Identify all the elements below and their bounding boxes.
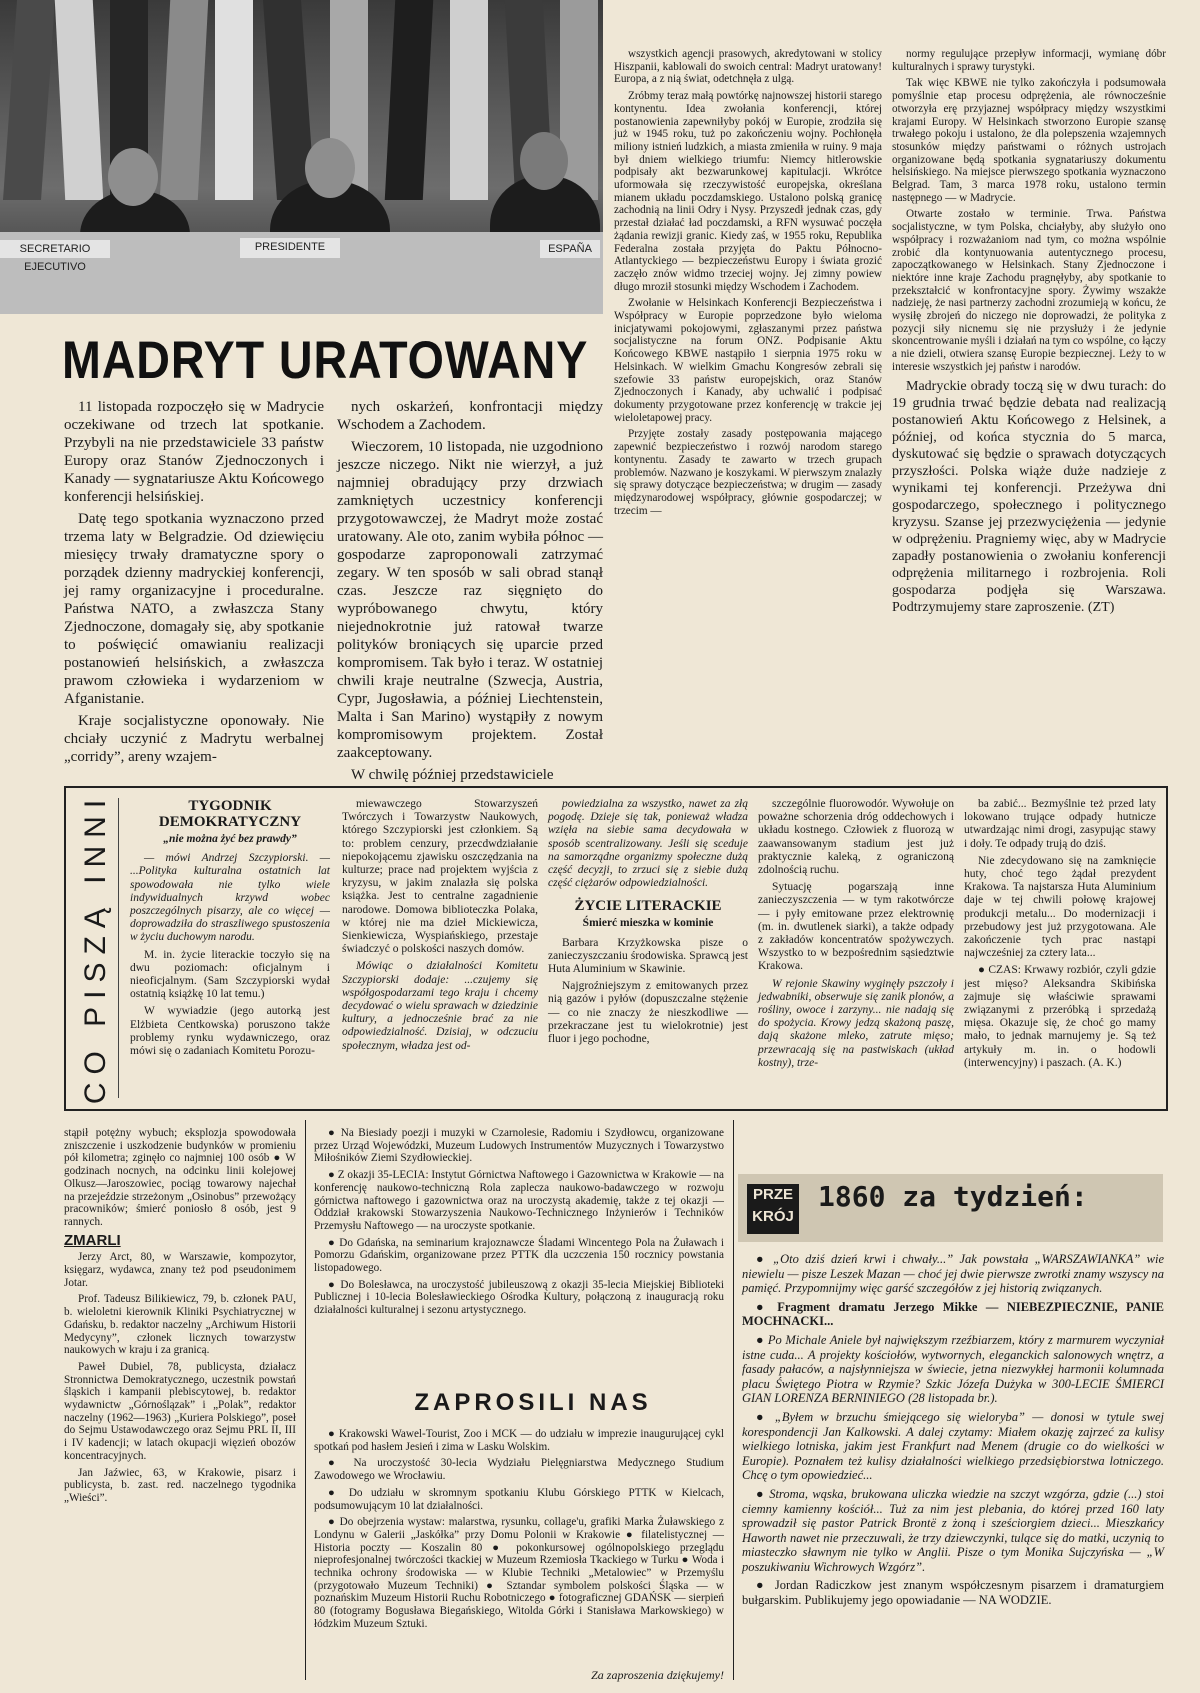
article-col-1: [64, 398, 324, 765]
article-col-2: [337, 398, 603, 783]
obituary: Prof. Tadeusz Bilikiewicz, 79, b. członek PAU, b. wieloletni kierownik Kliniki Psychiatrycznej w Gdańsku, b. redaktor naczelny „Archiwum Historii Medycyny”, członek licznych towarzystw naukowych w kraju i za granicą.: [64, 1293, 296, 1357]
paragraph: Najgroźniejszym z emitowanych przez nią gazów i pyłów (dopuszczalne stężenie — co nie znaczy że nieszkodliwe — przekraczane jest tu wielokrotnie) jest fluor i jego pochodne,: [548, 980, 748, 1046]
preview-item: ● „Byłem w brzuchu śmiejącego się wieloryba” — donosi w tytule swej korespondencji Jan Kalkowski. A dalej czytamy: Miałem okazję zajrzeć za kulisy wielkiego lotniska, jakim jest Frankfurt nad Menem (drugie co do wielkości w Europie). Poznałem też kulisy działalności wielkiego przedsiębiorstwa lotniczego. Chcę o tym opowiedzieć...: [742, 1409, 1164, 1483]
preview-item: ● Jordan Radiczkow jest znanym współczesnym pisarzem i dramaturgiem bułgarskim. Publikujemy jego opowiadanie — NA WODZIE.: [742, 1578, 1164, 1608]
przekroj-logo: PRZE KRÓJ: [747, 1184, 799, 1234]
zaprosili-list: [314, 1428, 724, 1668]
obituary: Jerzy Arct, 80, w Warszawie, kompozytor, księgarz, wydawca, znany też pod pseudonimem Jotar.: [64, 1251, 296, 1289]
tydzien-title: 1860 za tydzień:: [818, 1180, 1088, 1213]
paragraph: Madryckie obrady toczą się w dwu turach: do 19 grudnia trwać będzie debata nad realizacją postanowień Aktu Końcowego z Helsinek, a później, od końca stycznia do 5 marca, dyskutować się będzie o sprawach dotyczących przyszłości. Polska wiąże duże nadzieje z wynikami tej konferencji. Przeżywa dni gospodarczego, społecznego i politycznego kryzysu. Szanse jej przezwyciężenia — jedynie w odprężeniu. Pragniemy więc, aby w Madrycie zapadły postanowienia o zwołaniu konferencji odprężenia militarnego i rozbrojenia. Roli gospodarza podjęła się Warszawa. Podtrzymujemy stare zaproszenie. (ZT): [892, 378, 1166, 615]
box-col-3: [548, 798, 748, 1098]
paragraph: Nie zdecydowano się na zamknięcie huty, choć tego żądał prezydent Krakowa. Ta najstarsza Huta Aluminium daje w tej chwili połowę krajowej produkcji metalu... Do modernizacji i przebudowy jest już przygotowana. Ale zakończenie tych prac nastąpi najwcześniej za cztery lata...: [964, 854, 1156, 960]
paragraph: nych oskarżeń, konfrontacji między Wschodem a Zachodem.: [337, 399, 603, 433]
zmarli-heading: ZMARLI: [64, 1231, 121, 1249]
name-plate: PRESIDENTE: [240, 238, 340, 258]
paragraph: Przyjęte zostały zasady postępowania mającego zapewnić bezpieczeństwo i rozwój narodom starego kontynentu. Zasady te zawarto w trzech grupach problemów. Nazwano je koszykami. W pierwszym znalazły się sprawy dotyczące bezpieczeństwa; w drugim — zasady międzynarodowej współpracy, głównie gospodarczej; w trzecim —: [614, 428, 882, 517]
name-plate: SECRETARIO EJECUTIVO: [0, 240, 110, 258]
paragraph: Zróbmy teraz małą powtórkę najnowszej historii starego kontynentu. Idea zwołania konferencji, której postanowienia zapewniłyby pokój w Europie, zrodziła się już w 1945 roku, tuż po zakończeniu wojny. Pochłonęła miliony istnień ludzkich, a miasta zmieniła w ruiny. 9 maja był dniem wielkiego triumfu: Niemcy hitlerowskie podpisały akt bezwarunkowej kapitulacji. Wkrótce uformowała się rzeczywistość europejska, określana mianem układu poczdamskiego. Ustalono polską granicę zachodnią na linii Odry i Nysy. Przyszedł jednak czas, gdy przestał działać ład poczdamski, a RFN wysuwać poczęła żądania rewizji granic. Kiedy zaś, w 1955 roku, Republika Federalna została przyjęta do Paktu Północno-Atlantyckiego — bezpieczeństwu Europy i świata grozić zaczęło znów widmo trzeciej wojny. Jej zimny powiew długo mroził stosunki między Wschodem i Zachodem.: [614, 90, 882, 293]
paragraph: Tak więc KBWE nie tylko zakończyła i podsumowała pomyślnie etap procesu odprężenia, ale równocześnie otworzyła erę przyjaznej współpracy między wszystkimi krajami Europy. W Helsinkach stworzono Europie szansę trwałego pokoju i ustalono, że dla polepszenia wzajemnych stosunków między państwami o różnych ustrojach organizowane będą spotkania sygnatariuszy dokumentu helsińskiego. Na miejsce pierwszego spotkania wyznaczono Belgrad. Tam, 3 marca 1978 roku, ustalono termin następnego — w Madrycie.: [892, 77, 1166, 204]
tydzien-list: [742, 1252, 1164, 1682]
side-label: CO PISZĄ INNI: [74, 798, 119, 1098]
paragraph: Kraje socjalistyczne oponowały. Nie chciały uczynić z Madrytu werbalnej „corridy”, areny wzajem-: [64, 713, 324, 765]
box-title: TYGODNIK DEMOKRATYCZNY: [158, 798, 302, 830]
thanks-line: Za zaproszenia dziękujemy!: [591, 1668, 724, 1682]
paragraph: ● CZAS: Krwawy rozbiór, czyli gdzie jest mięso? Aleksandra Skibińska zajmuje się właściwie sprawami związanymi z przeróbką i sprzedażą mięsa. Okazuje się, że choć go mamy mało, to jednak marnujemy je. Są też artykuły m. in. o hodowli (interwencyjny) i paszach. (A. K.): [964, 964, 1156, 1069]
paragraph: Wieczorem, 10 listopada, nie uzgodniono jeszcze niczego. Nikt nie wierzył, a już najmniej obradujący przy drzwiach zamkniętych uczestnicy konferencji przygotowawczej, że Madryt może zostać uratowany. Ale oto, zanim wybiła północ — gospodarze zaproponowali zatrzymać zegary. W ten sposób w sali obrad stanął czas. Jeszcze raz sięgnięto do wypróbowanego chwytu, który niejednokrotnie już ratował twarze polityków broniących się uparcie przed kompromisem. Tak było i teraz. W ostatniej chwili kraje neutralne (Szwecja, Austria, Cypr, Jugosławia, a później Liechtenstein, Malta i San Marino) wystąpiły z nowym kompromisowym projektem. Został zaakceptowany.: [337, 439, 603, 761]
invitation: ● Do obejrzenia wystaw: malarstwa, rysunku, collage'u, grafiki Marka Żuławskiego z Londynu w Galerii „Jaskółka” przy Domu Polonii w Krakowie ● filatelistycznej — Historia poczty — Koszalin 80 ● pokonkursowej ogólnopolskiego przeglądu nieprofesjonalnej twórczości tkackiej w Muzeum Rzemiosła Tkackiego w Turku ● Woda i technika ochrony środowiska — w Klubie Techniki „Metalowiec” w Przemyślu (przygotowało Muzeum Techniki) ● Sztandar symbolem polskości Śląska — w poznańskim Muzeum Historii Ruchu Robotniczego ● fotograficznej GDAŃSK — sierpień 80 (fotogramy Bogusława Biegańskiego, Witolda Górki i Stanisława Markowskiego) w łódzkim Muzeum Sztuki.: [314, 1516, 724, 1630]
name-plate: ESPAÑA: [540, 240, 600, 258]
preview-item: ● Fragment dramatu Jerzego Mikke — NIEBEZPIECZNIE, PANIE MOCHNACKI...: [742, 1299, 1164, 1329]
box-title: ŻYCIE LITERACKIE: [574, 898, 722, 915]
paragraph: Sytuację pogarszają inne zanieczyszczenia — w tym rakotwórcze — i pyły emitowane przez elektrownię (m. in. dwutlenek siarki), a także odpady z zakładów koncentratów spożywczych. Wszystko to w bezpośrednim sąsiedztwie Krakowa.: [758, 881, 954, 973]
box-col-5: [964, 798, 1156, 1098]
paragraph: Otwarte zostało w terminie. Trwa. Państwa socjalistyczne, w tym Polska, chciałyby, aby służyło ono współpracy i rozważaniom nad tym, co można wspólnie zrobić dla kontynuowania autentycznego procesu, zapoczątkowanego w Helsinkach. Stany Zjednoczone i niektóre inne kraje Zachodu pragnęłyby, aby spotkanie to przekształcić w konfrontacyjne spory. Żywimy wszakże nadzieję, że nasi partnerzy zachodni zrozumieją w końcu, że wysiłę zbrojeń do niczego nie doprowadzi, że polityka z pozycji siły nicnemu się nie przysłuży i że jedynie skoncentrowanie myśli i działań na tym co wspólne, co łączy a nie dzieli, otwiera szansę Europie bezpiecznej. Leży to w interesie wszystkich jej państw i narodów.: [892, 208, 1167, 373]
zaprosili-heading: ZAPROSILI NAS: [414, 1389, 652, 1416]
preview-item: ● Po Michale Aniele był największym rzeźbiarzem, który z marmurem wyczyniał istne cuda... A projekty kościołów, wytwornych, eleganckich salonowych wnętrz, a fasady pałaców, a najsłynniejsza w świecie, jetna niezwykłej harmonii kolumnada placu Świętego Piotra w Rzymie? Szkic Józefa Dużyka w 300-LECIE ŚMIERCI GIAN LORENZA BERNINIEGO (28 listopada br.).: [742, 1332, 1164, 1406]
paragraph: stąpił potężny wybuch; eksplozja spowodowała zniszczenie i uszkodzenie budynków w promieniu pół kilometra; zginęło co najmniej 100 osób ● W godzinach nocnych, na odcinku linii kolejowej Olkusz—Jaroszowiec, pociąg towarowy najechał na przejeździe strzeżonym „Osinobus” przewożący pracowników; śmierć poniosło 8 osób, jest 9 rannych.: [64, 1127, 296, 1228]
paragraph: Datę tego spotkania wyznaczono przed trzema laty w Belgradzie. Od dziewięciu miesięcy trwały dramatyczne spory o porządek dzienny madryckiej konferencji, jej ramy organizacyjne i proceduralne. Państwa NATO, a zwłaszcza Stany Zjednoczone, domagały się, aby spotkanie to poświęcić omawianiu realizacji postanowień helsińskich, a zwłaszcza prawom człowieka i wydarzeniom w Afganistanie.: [64, 511, 324, 707]
box-col-1: [130, 798, 330, 1098]
preview-item: ● „Oto dziś dzień krwi i chwały...” Jak powstała „WARSZAWIANKA” wie niewielu — pisze Leszek Mazan — choć jej dwie pierwsze zwrotki znamy wszyscy na pamięć. Przypomnijmy więc garść szczegółów z jej historią związanych.: [742, 1252, 1164, 1296]
paragraph: miewawczego Stowarzyszeń Twórczych i Towarzystw Naukowych, którego Szczypiorski jest członkiem. Są to: problem cenzury, przecdwdziałanie niepokojącemu zjawisku oszczędzania na kulturze; prace nad projektem wyjścia z kryzysu, w jakim znalazła się polska książka. Jest to centralne zagadnienie narodowe. Domowa biblioteczka Polaka, w której nie ma dzieł Mickiewicza, Sienkiewicza, Wyspiańskiego, przestaje świadczyć o polskości naszych domów.: [342, 798, 538, 956]
box-col-4: [758, 798, 954, 1098]
invitation: ● Do Bolesławca, na uroczystość jubileuszową z okazji 35-lecia Miejskiej Biblioteki Publicznej i 10-lecia Bolesławieckiego Ośrodka Kultury, połączoną z inauguracją roku działalności kulturalnej i sezonu artystycznego.: [314, 1278, 724, 1317]
article-col-4: [892, 48, 1166, 758]
invitation: ● Z okazji 35-LECIA: Instytut Górnictwa Naftowego i Gazownictwa w Krakowie — na konferencję naukowo-techniczną Rola zaplecza naukowo-badawczego w rozwoju górnictwa naftowego i gazownictwa oraz na uroczystą akademię, także z tej okazji — Oddział krakowski Stowarzyszenia Naukowo-Technicznego Inżynierów i Techników Przemysłu Naftowego — na uroczyste spotkanie.: [314, 1169, 724, 1232]
paragraph: szczególnie fluorowodór. Wywołuje on poważne schorzenia dróg oddechowych i układu kostnego. Człowiek z fluorozą w zaawansowanym stadium jest już praktycznie kaleką, z ograniczoną zdolnością ruchu.: [758, 798, 954, 877]
paragraph: W rejonie Skawiny wyginęły pszczoły i jedwabniki, obserwuje się zanik plonów, a rośliny, owoce i zarzyny... nie nadają się do spożycia. Krowy jedzą skażoną paszę, dają skażone mleko, zatrute mięso; przewracają się na pastwiskach (układ kostny), trze-: [758, 977, 954, 1069]
press-review-box: [64, 786, 1168, 1111]
box-subtitle: Śmierć mieszka w kominie: [582, 917, 714, 930]
invitation: ● Krakowski Wawel-Tourist, Zoo i MCK — do udziału w imprezie inaugurującej cykl spotkań pod hasłem Jesień i zima w Lasku Wolskim.: [314, 1428, 724, 1453]
invitation: ● Do udziału w skromnym spotkaniu Klubu Górskiego PTTK w Kielcach, podsumowującym 10 lat działalności.: [314, 1486, 724, 1512]
paragraph: normy regulujące przepływ informacji, wymianę dóbr kulturalnych i sprawy turystyki.: [892, 48, 1166, 73]
paragraph: M. in. życie literackie toczyło się na dwu poziomach: oficjalnym i nieoficjalnym. (Sam Szczypiorski wydał ostatnią książkę 10 lat temu.): [130, 948, 330, 1001]
invitation: ● Na uroczystość 30-lecia Wydziału Pielęgniarstwa Medycznego Studium Zawodowego we Wrocławiu.: [314, 1457, 724, 1483]
headline: MADRYT URATOWANY: [62, 331, 589, 390]
conference-photo: [0, 0, 603, 314]
paragraph: W chwilę później przedstawiciele: [351, 767, 554, 783]
bottom-col-1: [64, 1127, 296, 1687]
paragraph: Zwołanie w Helsinkach Konferencji Bezpieczeństwa i Współpracy w Europie poprzedzone było wieloma inicjatywami pokojowymi, zgłaszanymi przez państwa socjalistyczne na forum ONZ. Podpisanie Aktu Końcowego KBWE nastąpiło 1 sierpnia 1975 roku w Helsinkach. W wielkim Gmachu Kongresów zebrali się szefowie 33 państw europejskich, oraz Stanów Zjednoczonych i Kanady, aby uchwalić i podpisać dokumenty przygotowane przez konferencję w trakcie jej wieloletapowej pracy.: [614, 297, 882, 424]
paragraph: Mówiąc o działalności Komitetu Szczypiorski dodaje: ...czujemy się współgospodarzami tego kraju i chcemy decydować o wielu sprawach w dziedzinie kultury, a jednocześnie brać za nie odpowiedzialność. Dzisiaj, w odczuciu społecznym, władza jest od-: [342, 960, 538, 1052]
paragraph: 11 listopada rozpoczęło się w Madrycie oczekiwane od trzech lat spotkanie. Przybyli na nie przedstawiciele 33 państw Europy oraz Stanów Zjednoczonych i Kanady — sygnatariusze Aktu Końcowego konferencji helsińskiej.: [64, 399, 324, 505]
invitation: ● Do Gdańska, na seminarium krajoznawcze Śladami Wincentego Pola na Żuławach i Pomorzu Gdańskim, organizowane przez PTTK dla uczczenia 150 rocznicy powstania listopadowego.: [314, 1236, 724, 1275]
paragraph: W wywiadzie (jego autorką jest Elżbieta Centkowska) poruszono także problemy rynku wydawniczego, oraz mówi się o zadaniach Komitetu Porozu-: [130, 1005, 330, 1058]
article-col-3: [614, 48, 882, 758]
paragraph: — mówi Andrzej Szczypiorski. — ...Polityka kulturalna ostatnich lat spowodowała nie tylko wiele indywidualnych krzywd wobec poszczególnych pisarzy, ale co więcej — doprowadziła do straszliwego spustoszenia w życiu duchowym narodu.: [130, 852, 330, 944]
paragraph: ba zabić... Bezmyślnie też przed laty lokowano trujące odpady hutnicze utwardzając nimi drogi, zasypując stawy i doły. Te odpady trują do dziś.: [964, 798, 1156, 850]
paragraph: wszystkich agencji prasowych, akredytowani w stolicy Hiszpanii, kablowali do swoich central: Madryt uratowany! Europa, a z nią świat, odetchnęła z ulgą.: [614, 48, 882, 86]
box-subtitle: „nie można żyć bez prawdy”: [163, 833, 297, 845]
invitation: ● Na Biesiady poezji i muzyki w Czarnolesie, Radomiu i Szydłowcu, organizowane przez Urząd Wojewódzki, Muzeum Ludowych Instrumentów Muzycznych i Towarzystwo Miłośników Ziemi Szydłowieckiej.: [314, 1127, 724, 1165]
obituary: Paweł Dubiel, 78, publicysta, działacz Stronnictwa Demokratycznego, uczestnik powstań śląskich i kampanii plebiscytowej, b. redaktor wydawnictw „Górnoślązak” i „Polak”, redaktor naczelny (1962—1963) „Kuriera Polskiego”, poseł do Sejmu Ustawodawczego oraz Sejmu PRL II, III i IV kadencji; w latach okupacji więzień obozów koncentracyjnych.: [64, 1360, 296, 1462]
paragraph: powiedzialna za wszystko, nawet za złą pogodę. Dzieje się tak, ponieważ władza wzięła na siebie sama decydowała w sposób scentralizowany. Jeśli się sceduje na samorządne organizmy społeczne dużą część decyzji, to zrzuci się z siebie dużą część ciężarów odpowiedzialności.: [548, 798, 748, 890]
preview-item: ● Stroma, wąska, brukowana uliczka wiedzie na szczyt wzgórza, gdzie (...) stoi ciemny kamienny kościół... Tuż za nim jest plebania, do której przed 160 laty sprowadził się pastor Patrick Brontë z żoną i sześciorgiem dzieci... Mieszkańcy Haworth nawet nie przeczuwali, że trzy dziewczynki, tulące się do matki, uczynią to miasteczko sławnym nie tylko w Anglii. Pisze o tym Monika Sujczyńska — „W poszukiwaniu Wichrowych Wzgórz”.: [742, 1486, 1164, 1574]
obituary: Jan Jaźwiec, 63, w Krakowie, pisarz i publicysta, b. zast. red. naczelnego tygodnika „Wieści”.: [64, 1466, 296, 1504]
box-col-2: [342, 798, 538, 1098]
bottom-col-2: [314, 1127, 724, 1382]
paragraph: Barbara Krzyżkowska pisze o zanieczyszczaniu środowiska. Sprawcą jest Huta Aluminium w Skawinie.: [548, 936, 748, 976]
